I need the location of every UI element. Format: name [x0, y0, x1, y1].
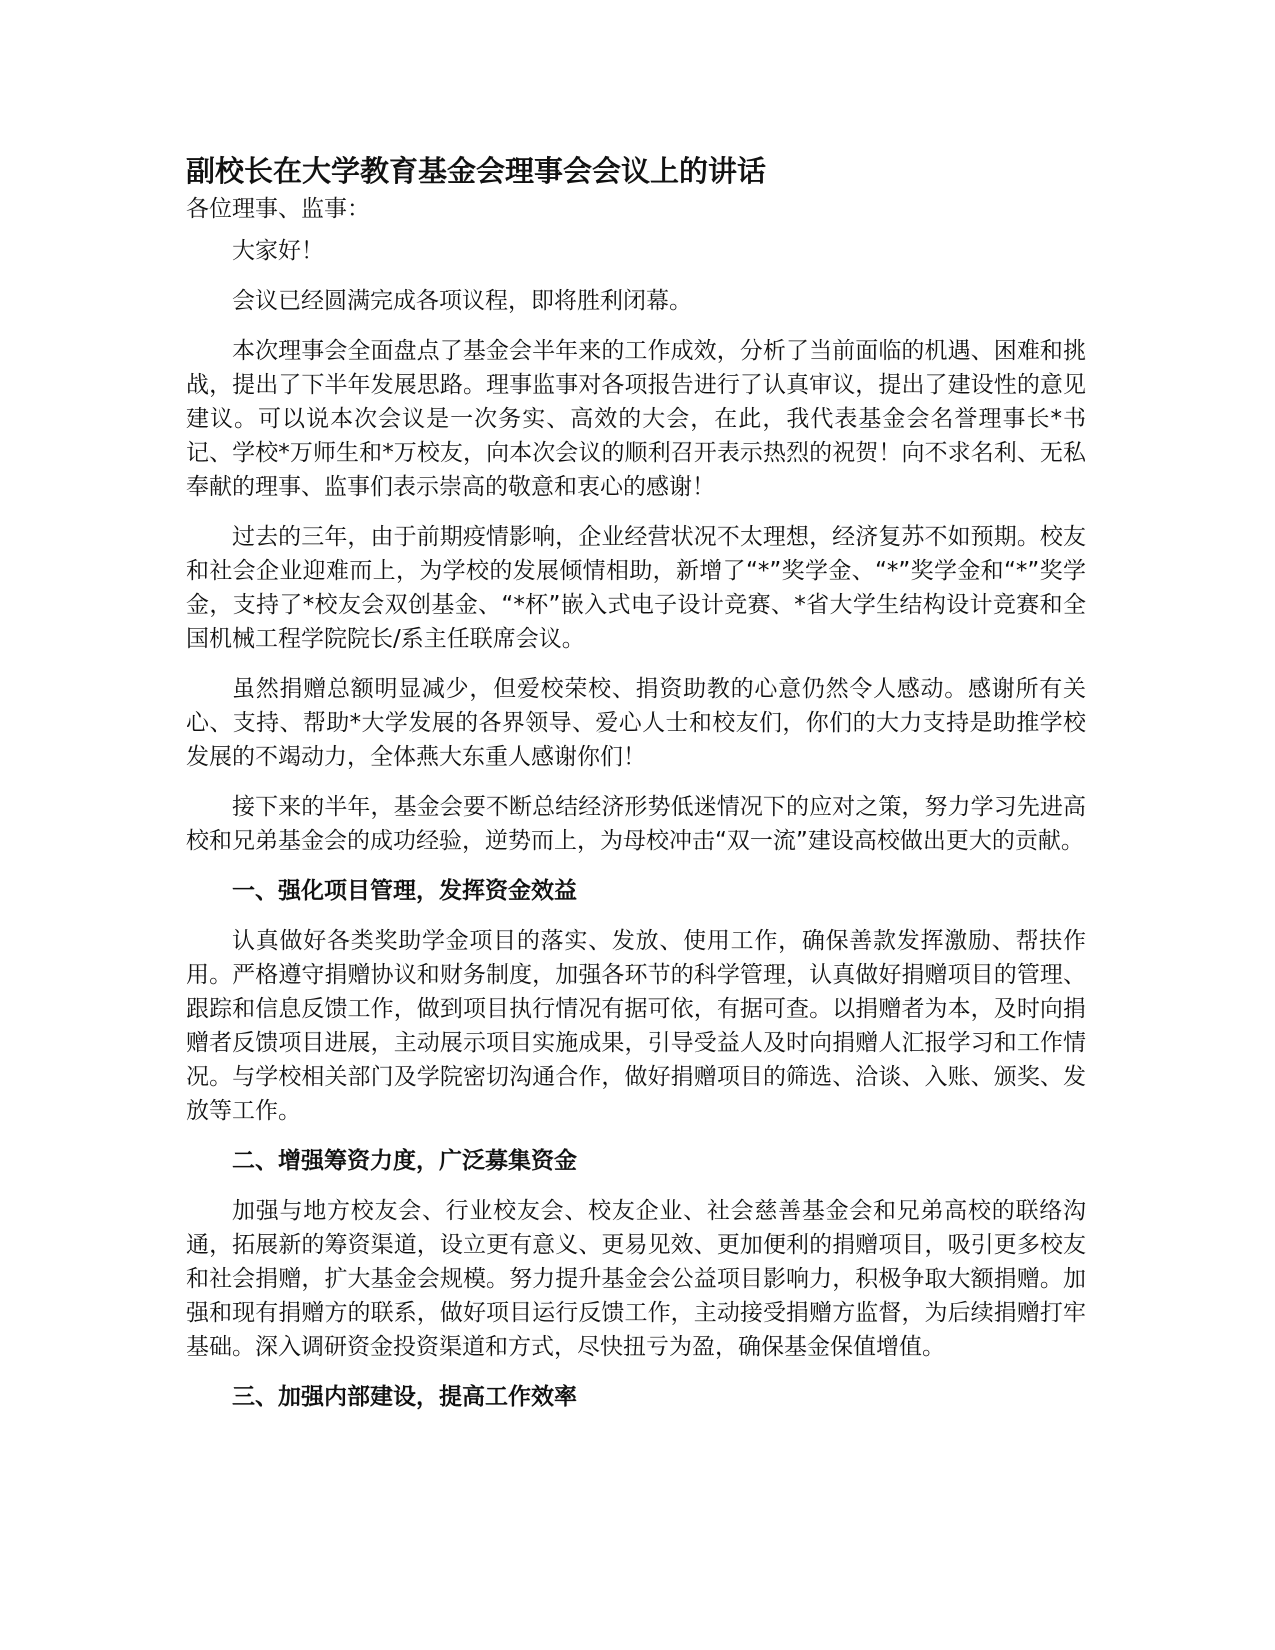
paragraph-3: 过去的三年，由于前期疫情影响，企业经营状况不太理想，经济复苏不如预期。校友和社会企业迎难而上，为学校的发展倾情相助，新增了“*”奖学金、“*”奖学金和“*”奖学金，支持了*校友会双创基金、“*杯”嵌入式电子设计竞赛、*省大学生结构设计竞赛和全国机械工程学院院长/系主任联席会议。: [186, 524, 1086, 652]
paragraph-1: 会议已经圆满完成各项议程，即将胜利闭幕。: [232, 288, 692, 314]
paragraph-4: 虽然捐赠总额明显减少，但爱校荣校、捐资助教的心意仍然令人感动。感谢所有关心、支持、帮助*大学发展的各界领导、爱心人士和校友们，你们的大力支持是助推学校发展的不竭动力，全体燕大东重人感谢你们！: [186, 676, 1086, 770]
paragraph-5: 接下来的半年，基金会要不断总结经济形势低迷情况下的应对之策，努力学习先进高校和兄弟基金会的成功经验，逆势而上，为母校冲击“双一流”建设高校做出更大的贡献。: [186, 794, 1086, 854]
document-title: 副校长在大学教育基金会理事会会议上的讲话: [186, 154, 767, 188]
section-heading-2: 二、增强筹资力度，广泛募集资金: [232, 1148, 577, 1174]
greeting-paragraph: 大家好！: [232, 238, 324, 264]
salutation: 各位理事、监事：: [186, 196, 370, 222]
section-heading-3: 三、加强内部建设，提高工作效率: [232, 1384, 577, 1410]
paragraph-2: 本次理事会全面盘点了基金会半年来的工作成效，分析了当前面临的机遇、困难和挑战，提出了下半年发展思路。理事监事对各项报告进行了认真审议，提出了建设性的意见建议。可以说本次会议是一次务实、高效的大会，在此，我代表基金会名誉理事长*书记、学校*万师生和*万校友，向本次会议的顺利召开表示热烈的祝贺！向不求名利、无私奉献的理事、监事们表示崇高的敬意和衷心的感谢！: [186, 338, 1086, 500]
paragraph-7: 加强与地方校友会、行业校友会、校友企业、社会慈善基金会和兄弟高校的联络沟通，拓展新的筹资渠道，设立更有意义、更易见效、更加便利的捐赠项目，吸引更多校友和社会捐赠，扩大基金会规模。努力提升基金会公益项目影响力，积极争取大额捐赠。加强和现有捐赠方的联系，做好项目运行反馈工作，主动接受捐赠方监督，为后续捐赠打牢基础。深入调研资金投资渠道和方式，尽快扭亏为盈，确保基金保值增值。: [186, 1198, 1086, 1360]
section-heading-1: 一、强化项目管理，发挥资金效益: [232, 878, 577, 904]
paragraph-6: 认真做好各类奖助学金项目的落实、发放、使用工作，确保善款发挥激励、帮扶作用。严格遵守捐赠协议和财务制度，加强各环节的科学管理，认真做好捐赠项目的管理、跟踪和信息反馈工作，做到项目执行情况有据可依，有据可查。以捐赠者为本，及时向捐赠者反馈项目进展，主动展示项目实施成果，引导受益人及时向捐赠人汇报学习和工作情况。与学校相关部门及学院密切沟通合作，做好捐赠项目的筛选、洽谈、入账、颁奖、发放等工作。: [186, 928, 1086, 1124]
document-page: [186, 150, 1086, 1430]
